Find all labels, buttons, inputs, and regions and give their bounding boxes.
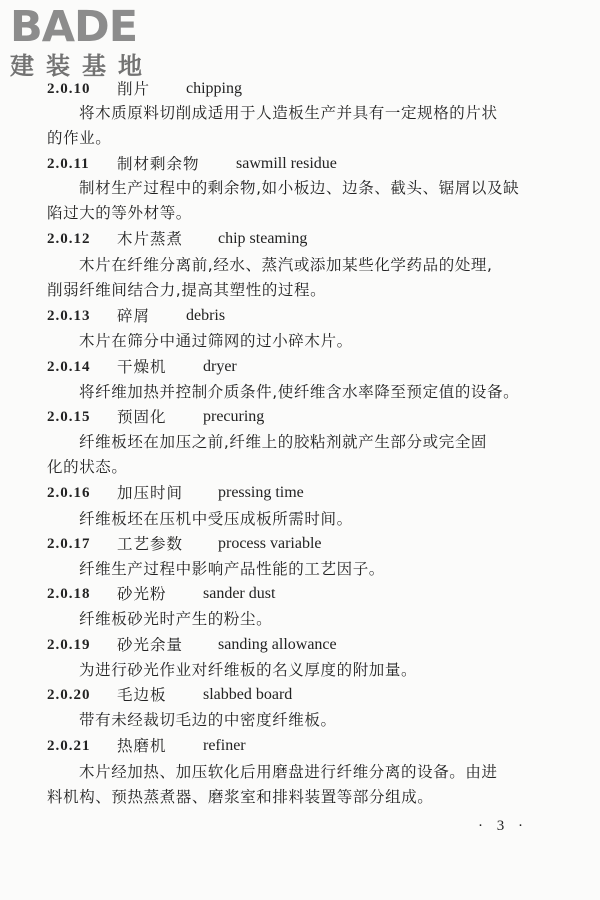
term-chinese: 工艺参数 [117, 535, 184, 553]
term-chinese: 毛边板 [117, 686, 167, 704]
definition-line: 的作业。 [47, 129, 112, 147]
bade-logo [10, 2, 175, 83]
term-chinese: 预固化 [117, 408, 167, 426]
term-english: chipping [186, 80, 242, 97]
definition-line: 纤维板砂光时产生的粉尘。 [79, 610, 273, 628]
term-english: sanding allowance [218, 636, 337, 653]
term-number: 2.0.19 [47, 637, 91, 653]
term-chinese: 热磨机 [117, 737, 167, 755]
term-definition [47, 430, 557, 480]
term-number: 2.0.10 [47, 81, 91, 97]
term-chinese: 加压时间 [117, 484, 184, 502]
term-english: slabbed board [203, 686, 293, 703]
term-chinese: 砂光余量 [117, 636, 184, 654]
term-chinese: 砂光粉 [117, 585, 167, 603]
term-number: 2.0.12 [47, 231, 91, 247]
term-number: 2.0.21 [47, 738, 91, 754]
term-definition [47, 607, 557, 632]
definition-line: 带有未经裁切毛边的中密度纤维板。 [79, 711, 337, 729]
definition-line: 将纤维加热并控制介质条件,使纤维含水率降至预定值的设备。 [79, 383, 520, 401]
term-english: precuring [203, 408, 265, 425]
term-english: refiner [203, 737, 246, 754]
term-definition [47, 380, 557, 405]
definition-line: 木片在筛分中通过筛网的过小碎木片。 [79, 332, 353, 350]
definition-line: 将木质原料切削成适用于人造板生产并具有一定规格的片状 [79, 104, 498, 122]
definition-line: 纤维板坯在加压之前,纤维上的胶粘剂就产生部分或完全固 [79, 433, 488, 451]
term-chinese: 制材剩余物 [117, 155, 200, 173]
term-definition [47, 507, 557, 532]
term-chinese: 干燥机 [117, 358, 167, 376]
term-definition [47, 708, 557, 733]
term-number: 2.0.20 [47, 687, 91, 703]
definition-line: 化的状态。 [47, 458, 128, 476]
term-chinese: 木片蒸煮 [117, 230, 184, 248]
page-number: · 3 · [478, 818, 528, 834]
definition-line: 木片经加热、加压软化后用磨盘进行纤维分离的设备。由进 [79, 763, 498, 781]
term-english: sander dust [203, 585, 276, 602]
term-definition [47, 557, 557, 582]
term-english: process variable [218, 535, 322, 552]
term-english: sawmill residue [236, 155, 337, 172]
term-number: 2.0.18 [47, 586, 91, 602]
term-number: 2.0.16 [47, 485, 91, 501]
term-definition [47, 176, 557, 226]
term-english: debris [186, 307, 226, 324]
term-definition [47, 329, 557, 354]
definition-line: 纤维生产过程中影响产品性能的工艺因子。 [79, 560, 385, 578]
definition-line: 为进行砂光作业对纤维板的名义厚度的附加量。 [79, 661, 418, 679]
term-chinese: 碎屑 [117, 307, 151, 325]
term-number: 2.0.15 [47, 409, 91, 425]
definition-line: 陷过大的等外材等。 [47, 204, 192, 222]
term-chinese: 削片 [117, 80, 151, 98]
logo-subtitle: 建装基地 [10, 52, 154, 80]
term-definition [47, 760, 557, 810]
logo-wordmark: BADE [10, 2, 138, 52]
term-number: 2.0.14 [47, 359, 91, 375]
term-english: pressing time [218, 484, 304, 501]
term-definition [47, 253, 557, 303]
definition-line: 纤维板坯在压机中受压成板所需时间。 [79, 510, 353, 528]
definition-line: 削弱纤维间结合力,提高其塑性的过程。 [47, 281, 327, 299]
term-english: dryer [203, 358, 237, 375]
term-number: 2.0.13 [47, 308, 91, 324]
definition-line: 制材生产过程中的剩余物,如小板边、边条、截头、锯屑以及缺 [79, 179, 520, 197]
term-english: chip steaming [218, 230, 308, 247]
term-definition [47, 658, 557, 683]
term-number: 2.0.17 [47, 536, 91, 552]
definition-line: 木片在纤维分离前,经水、蒸汽或添加某些化学药品的处理, [79, 256, 493, 274]
definition-line: 料机构、预热蒸煮器、磨浆室和排料装置等部分组成。 [47, 788, 434, 806]
term-definition [47, 101, 557, 151]
term-number: 2.0.11 [47, 156, 90, 172]
